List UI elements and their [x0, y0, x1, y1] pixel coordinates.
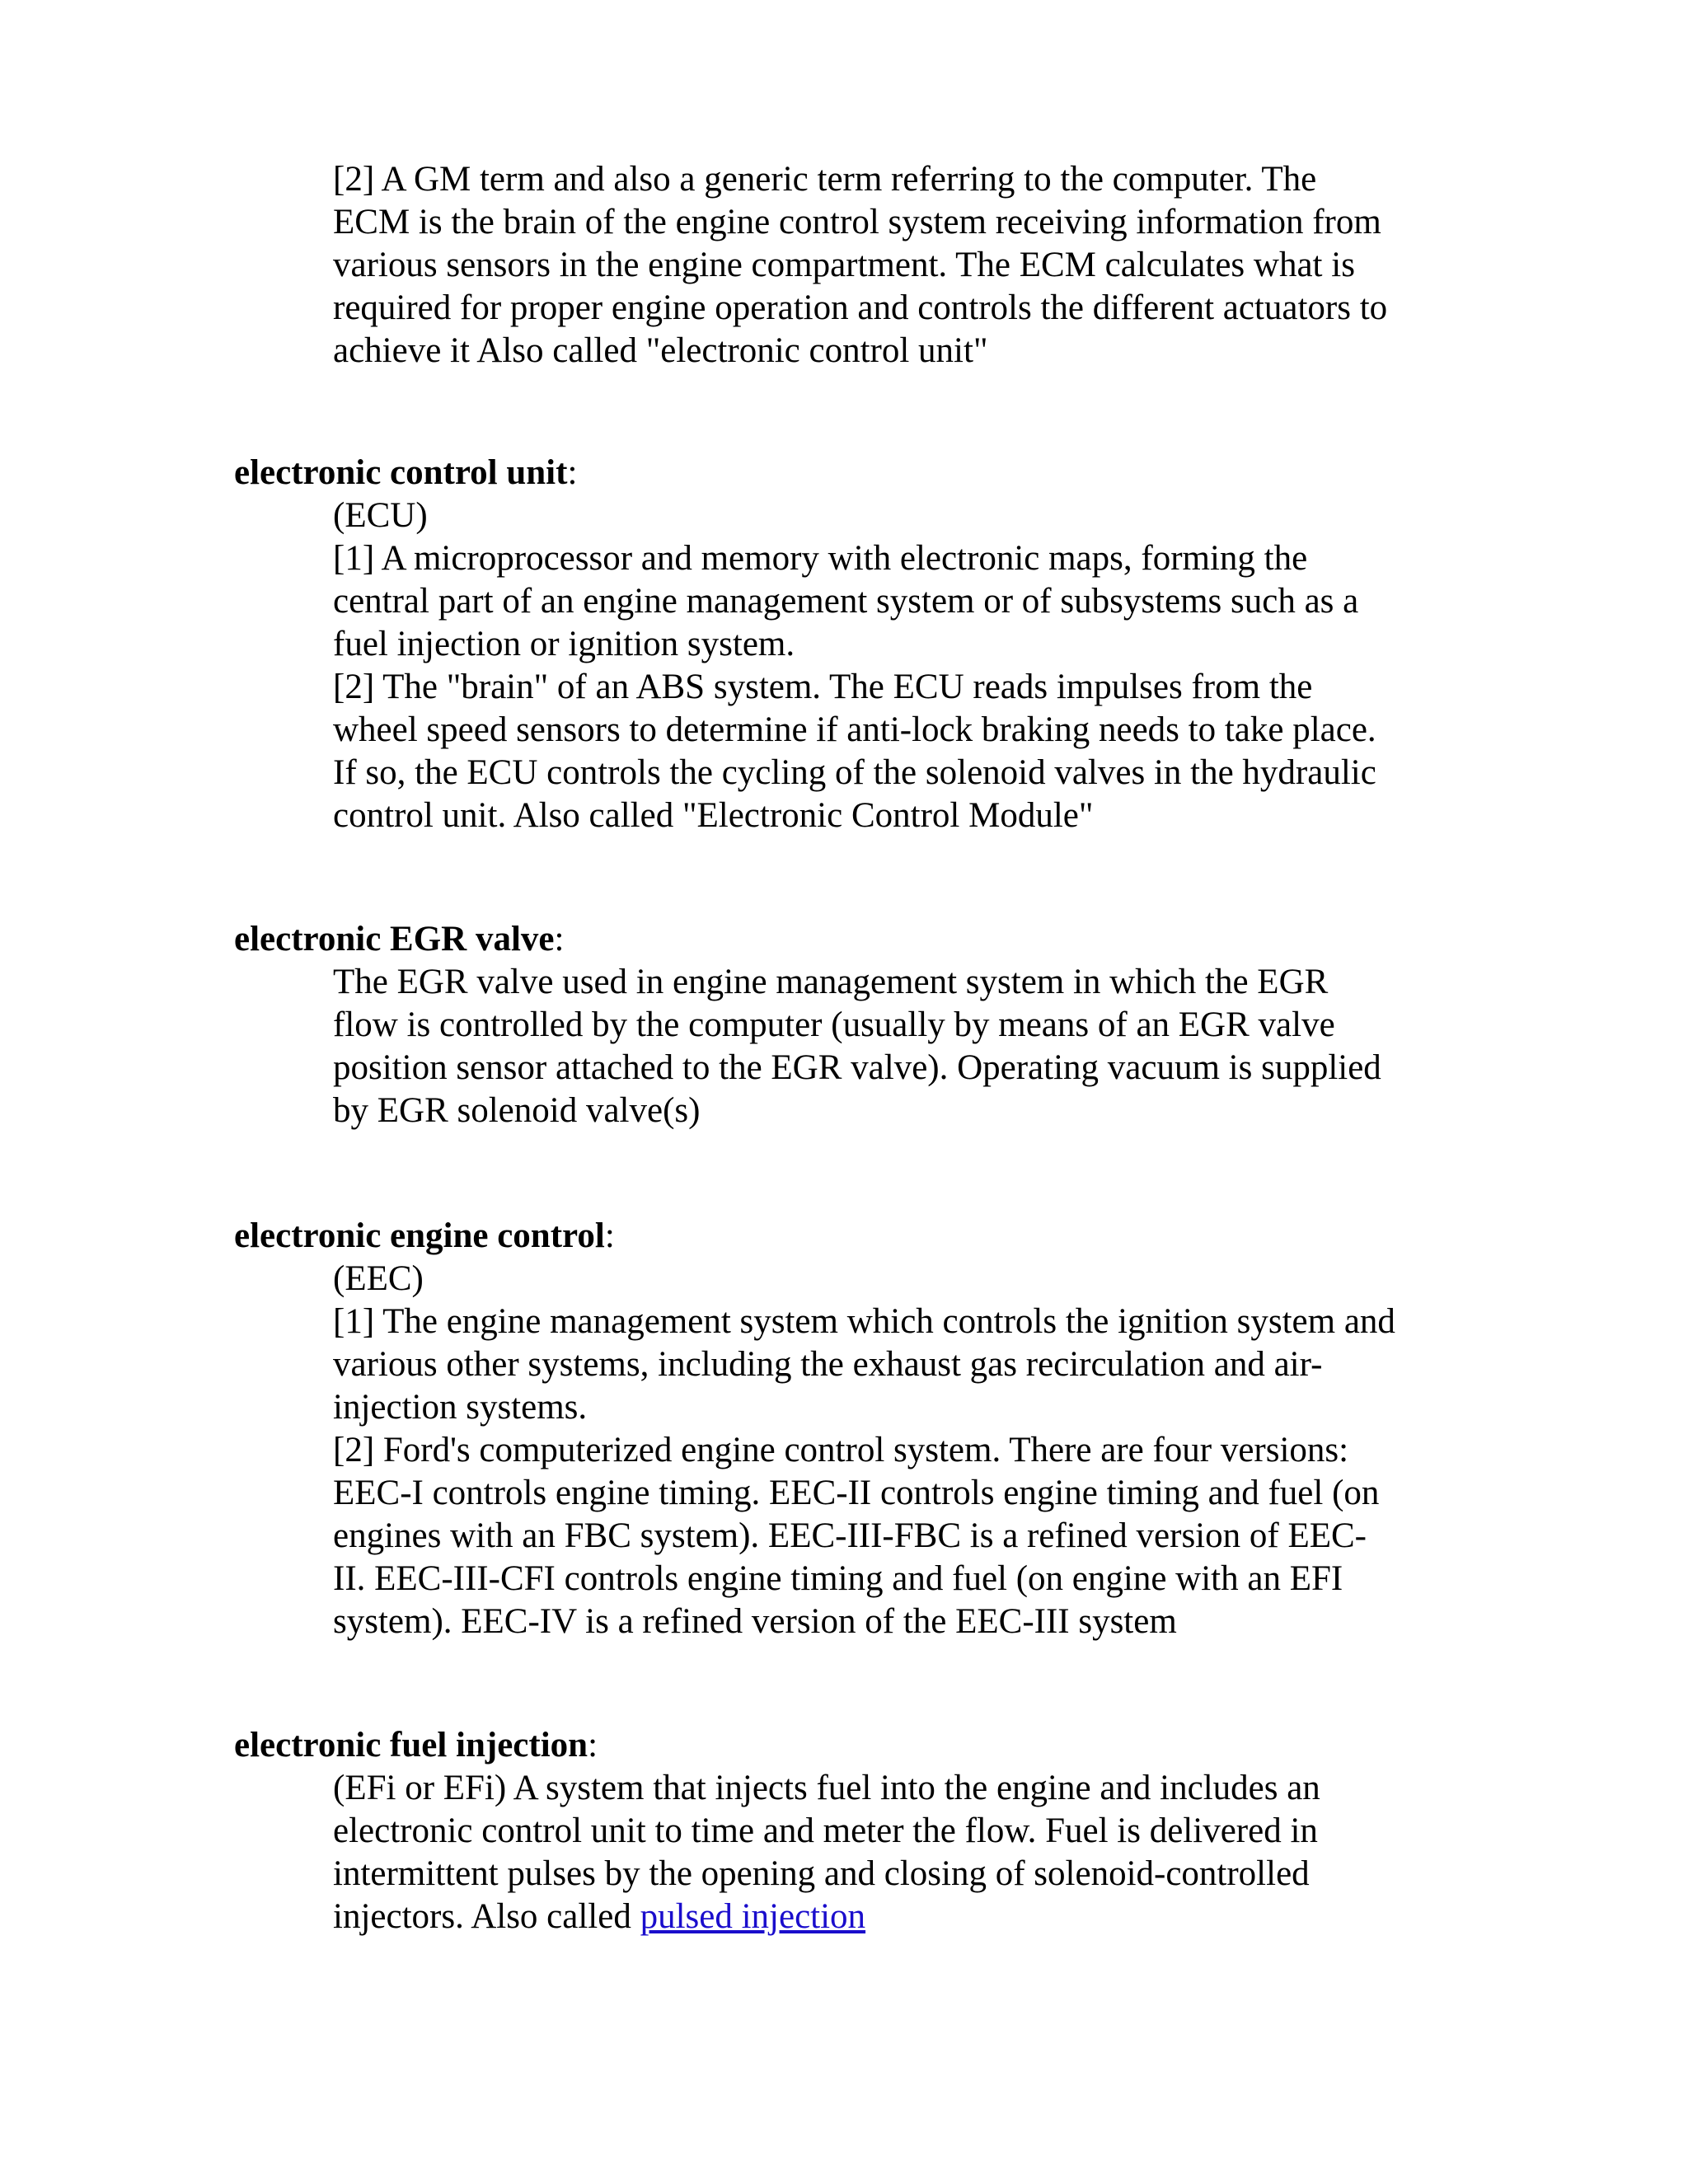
- term-separator: :: [567, 453, 578, 492]
- definition-line: (EFi or EFi) A system that injects fuel into the engine and includes an: [333, 1769, 1320, 1807]
- pulsed-injection-link[interactable]: pulsed injection: [640, 1897, 866, 1936]
- term-title: electronic EGR valve: [234, 920, 555, 958]
- definition-electronic-engine-control: [333, 1258, 1470, 1643]
- definition-line: required for proper engine operation and controls the different actuators to: [333, 288, 1388, 327]
- definition-line: wheel speed sensors to determine if anti-lock braking needs to take place.: [333, 710, 1376, 749]
- definition-line: position sensor attached to the EGR valve). Operating vacuum is supplied: [333, 1048, 1381, 1087]
- definition-line: electronic control unit to time and meter the flow. Fuel is delivered in: [333, 1811, 1318, 1850]
- term-separator: :: [588, 1726, 598, 1765]
- definition-line: [2] Ford's computerized engine control system. There are four versions:: [333, 1431, 1349, 1469]
- definition-line: control unit. Also called "Electronic Control Module": [333, 796, 1094, 835]
- definition-line: II. EEC-III-CFI controls engine timing and fuel (on engine with an EFI: [333, 1559, 1343, 1598]
- term-separator: :: [604, 1216, 615, 1255]
- definition-line: engines with an FBC system). EEC-III-FBC is a refined version of EEC-: [333, 1516, 1367, 1555]
- definition-line: various sensors in the engine compartment. The ECM calculates what is: [333, 246, 1355, 284]
- definition-line: by EGR solenoid valve(s): [333, 1091, 701, 1130]
- definition-line: (ECU): [333, 496, 428, 535]
- definition-line: various other systems, including the exhaust gas recirculation and air-: [333, 1345, 1323, 1384]
- definition-ecm-2: [333, 158, 1470, 373]
- definition-line: central part of an engine management system or of subsystems such as a: [333, 582, 1359, 621]
- definition-line: [1] A microprocessor and memory with electronic maps, forming the: [333, 539, 1308, 578]
- term-title: electronic control unit: [234, 453, 568, 492]
- term-electronic-fuel-injection: [234, 1724, 598, 1767]
- definition-line: achieve it Also called "electronic control unit": [333, 331, 988, 370]
- definition-line: [2] The "brain" of an ABS system. The ECU reads impulses from the: [333, 668, 1313, 706]
- term-electronic-engine-control: [234, 1215, 615, 1258]
- term-electronic-control-unit: [234, 452, 577, 494]
- definition-line: (EEC): [333, 1259, 424, 1298]
- term-title: electronic engine control: [234, 1216, 605, 1255]
- definition-line: The EGR valve used in engine management system in which the EGR: [333, 963, 1329, 1001]
- term-title: electronic fuel injection: [234, 1726, 588, 1765]
- definition-line: If so, the ECU controls the cycling of the solenoid valves in the hydraulic: [333, 753, 1376, 792]
- definition-line: injection systems.: [333, 1388, 588, 1427]
- definition-electronic-control-unit: [333, 494, 1470, 837]
- definition-line-prefix: injectors. Also called: [333, 1897, 640, 1936]
- definition-line: fuel injection or ignition system.: [333, 625, 795, 663]
- term-separator: :: [554, 920, 565, 958]
- definition-electronic-egr-valve: [333, 961, 1470, 1132]
- definition-line: EEC-I controls engine timing. EEC-II controls engine timing and fuel (on: [333, 1474, 1380, 1512]
- definition-line: [1] The engine management system which controls the ignition system and: [333, 1302, 1395, 1341]
- term-electronic-egr-valve: [234, 918, 564, 961]
- definition-electronic-fuel-injection: [333, 1767, 1470, 1938]
- definition-line: ECM is the brain of the engine control system receiving information from: [333, 203, 1381, 241]
- definition-line: [2] A GM term and also a generic term referring to the computer. The: [333, 160, 1317, 199]
- definition-last-line: [333, 1896, 1470, 1938]
- definition-line: flow is controlled by the computer (usually by means of an EGR valve: [333, 1005, 1335, 1044]
- definition-line: intermittent pulses by the opening and closing of solenoid-controlled: [333, 1854, 1310, 1893]
- definition-line: system). EEC-IV is a refined version of the EEC-III system: [333, 1602, 1177, 1641]
